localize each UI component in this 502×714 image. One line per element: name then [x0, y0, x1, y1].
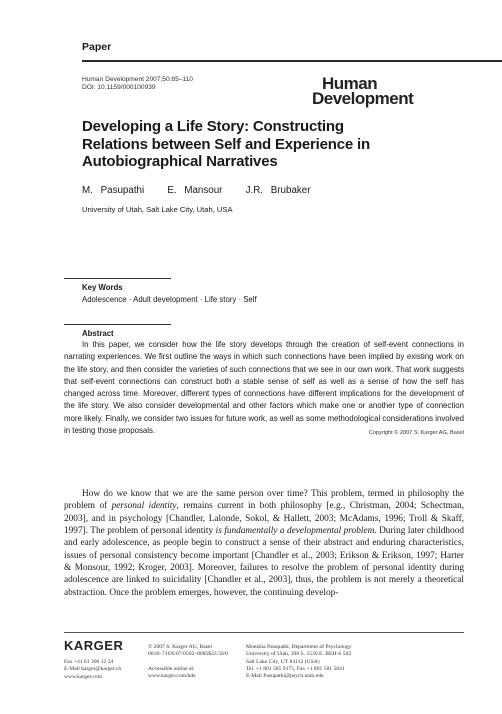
- body-text-run: How do we know that we are the same person over time? This problem, termed in philosophy the problem of: [64, 489, 464, 512]
- footer-copyright: © 2007 S. Karger AG, Basel: [148, 644, 212, 650]
- journal-logo: [312, 76, 413, 106]
- publisher-email[interactable]: E-Mail karger@karger.ch: [64, 666, 122, 673]
- header-rule: [82, 60, 502, 62]
- doi[interactable]: DOI: 10.1159/000100939: [82, 84, 156, 91]
- body-emphasis: is fundamentally a developmental problem: [215, 526, 375, 537]
- publisher-contact: [64, 659, 121, 681]
- section-label: Paper: [82, 41, 112, 53]
- abstract-heading: Abstract: [82, 329, 114, 338]
- keywords-list: Adolescence · Adult development · Life story · Self: [82, 295, 257, 304]
- abstract-rule: [64, 324, 171, 325]
- abstract-copyright: Copyright © 2007 S. Karger AG, Basel: [368, 430, 464, 437]
- body-text-run: . During later childhood and early adolescence, as people begin to construct a sense of their abstract and enduring characteristics, issues of personal consistency become important [Chandler et al., 2003; Erikson & Erikson, 1997; Harter & Monsour, 1992; Kroger, 2003]. Moreover, failures to resolve the problem of personal identity during adolescence are linked to suicidality [Chandler et al., 2003], thus, the problem is not merely a theoretical abstraction. Once the problem emerges, however, the continuing develop-: [64, 526, 464, 598]
- body-text: [64, 488, 464, 599]
- body-text-run: , remains current in both philosophy [e.g., Christman, 2004; Schectman, 2003], and in psychology [Chandler, Lalonde, Sokol, & Hallett, 2003; McAdams, 1996; Troll & Skaff, 1997]. The problem of personal identity: [64, 501, 464, 537]
- journal-logo-line2: Development: [312, 89, 414, 108]
- publisher-logo: KARGER: [64, 638, 124, 653]
- authors: M. Pasupathi E. Mansour J.R. Brubaker: [82, 185, 311, 196]
- article-title: Developing a Life Story: Constructing Relations between Self and Experience in Autobiographical Narratives: [82, 118, 370, 170]
- keywords-rule: [64, 278, 171, 279]
- footer-rule: [64, 632, 464, 633]
- correspondence-block: [246, 644, 352, 680]
- contact-org: University of Utah, 390 S. 1530 E. BEH-S 502: [246, 651, 352, 658]
- journal-citation: Human Development 2007;50:85–110: [82, 76, 193, 83]
- affiliation: University of Utah, Salt Lake City, Utah, USA: [82, 205, 233, 214]
- publisher-web[interactable]: www.karger.com: [64, 673, 103, 680]
- keywords-heading: Key Words: [82, 283, 123, 292]
- body-emphasis: personal identity: [111, 501, 177, 512]
- abstract-body: [64, 339, 464, 439]
- contact-email[interactable]: E-Mail Pasupathi@psych.utah.edu: [246, 673, 324, 680]
- publisher-fax: Fax +41 61 306 12 34: [64, 659, 114, 665]
- online-url[interactable]: www.karger.com/hde: [148, 673, 196, 680]
- contact-city: Salt Lake City, UT 84112 (USA): [246, 658, 320, 665]
- issn: 0018–716X/07/0502–0085$23.50/0: [148, 651, 229, 658]
- body-paragraph: [64, 488, 464, 599]
- copyright-block: [148, 644, 228, 680]
- contact-tel: Tel. +1 801 585 9175, Fax +1 801 581 5841: [246, 665, 345, 672]
- contact-name: Monisha Pasupathi, Department of Psychology: [246, 644, 352, 650]
- abstract-text: In this paper, we consider how the life story develops through the creation of self-event connections in narrating experiences. We first outline the ways in which such connections have been implied by existing work on the life story, and then consider the varieties of such connections that we see in our own work. That work suggests that self-event connections can construct both a stable sense of self as well as a sense of how the self has changed across time. Moreover, different types of connections have different implications for the development of the life story. We also consider developmental and other factors which make one or another type of connection more likely. Finally, we consider two issues for future work, as well as some methodological considerations involved in testing those proposals.: [64, 340, 464, 436]
- journal-logo-line1: Human: [322, 74, 378, 93]
- online-label: Accessible online at:: [148, 665, 195, 672]
